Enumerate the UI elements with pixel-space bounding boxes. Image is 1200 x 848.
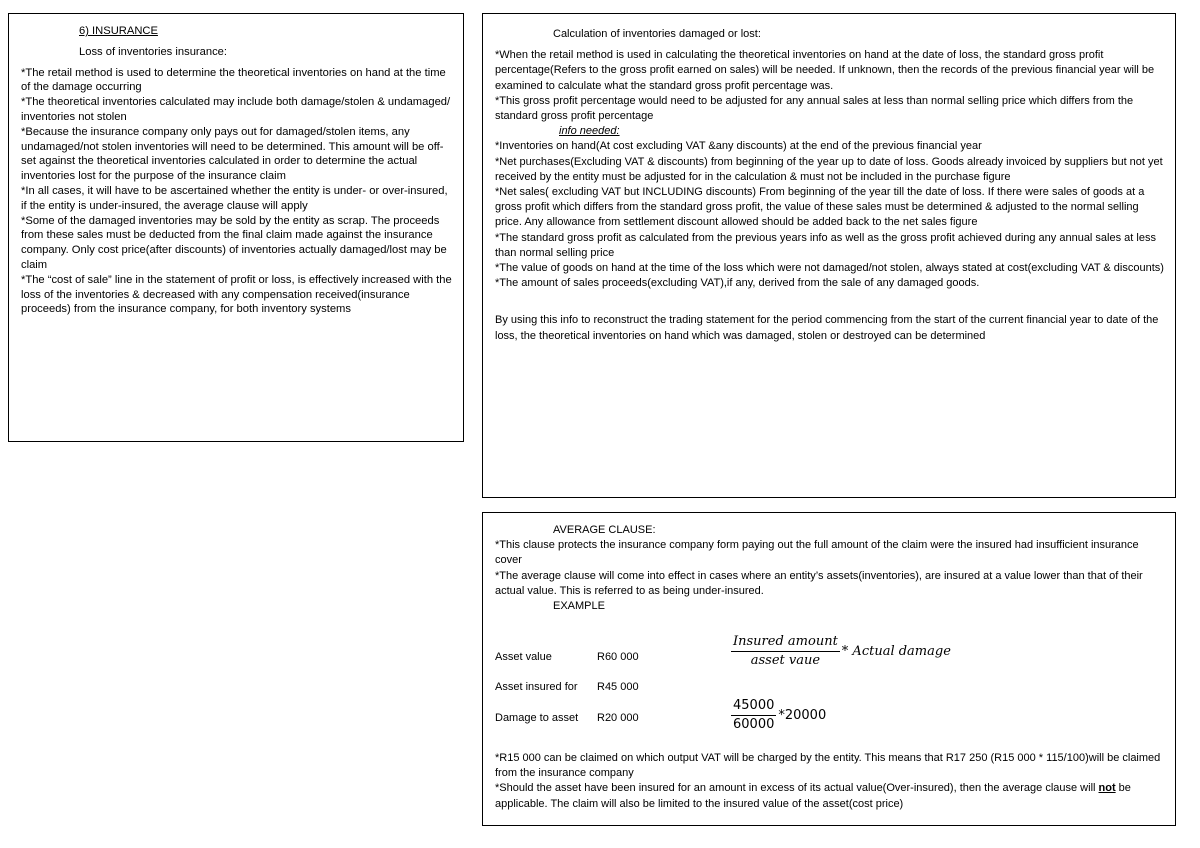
example-row-value: R45 000 [597,681,639,693]
formula-denominator: asset vaue [750,653,821,668]
calc-tail: *20000 [778,707,827,723]
insurance-paragraph: *The retail method is used to determine the theoretical inventories on hand at the time of the damage occurring [21,66,446,94]
info-item: *Inventories on hand(At cost excluding VAT &any discounts) at the end of the previous financial year [495,140,982,153]
average-clause-formula [731,633,951,670]
average-clause-paragraph: *The average clause will come into effect in cases where an entity’s assets(inventories), are insured at a value lower than that of their actual value. This is referred to as being under-insured. [495,569,1143,597]
average-clause-note [495,781,1167,811]
average-clause-box [482,512,1176,826]
example-label: EXAMPLE [553,600,605,613]
info-needed-label: info needed: [559,125,620,138]
insurance-paragraph: *In all cases, it will have to be ascertained whether the entity is under- or over-insured, if the entity is under-insured, the average clause will apply [21,184,448,212]
note-text: be applicable. The claim will also be limited to the insured value of the asset(cost price) [495,782,1131,810]
calculation-title: Calculation of inventories damaged or lost: [553,28,761,40]
example-row-label: Asset value [495,651,552,663]
info-item: *The value of goods on hand at the time of the loss which were not damaged/not stolen, always stated at cost(excluding VAT & discounts) [495,262,1164,275]
calculation-paragraph: *This gross profit percentage would need to be adjusted for any annual sales at less than normal selling price which differs from the standard gross profit percentage [495,94,1134,123]
average-clause-note: *R15 000 can be claimed on which output VAT will be charged by the entity. This means that R17 250 (R15 000 * 115/100)will be claimed from the insurance company [495,752,1161,780]
insurance-paragraph: *The “cost of sale” line in the statement of profit or loss, is effectively increased with the loss of the inventories & decreased with any compensation received(insurance proceeds) from the insurance company, for both inventory systems [21,273,452,316]
calc-numerator: 45000 [731,697,776,716]
calc-denominator: 60000 [733,717,775,732]
info-item: *The standard gross profit as calculated from the previous years info as well as the gross profit achieved during any annual sales at less than normal selling price [495,231,1156,259]
average-clause-title: AVERAGE CLAUSE: [553,524,656,536]
average-clause-calculation [731,697,826,734]
calculation-conclusion: By using this info to reconstruct the trading statement for the period commencing from the start of the current financial year to date of the loss, the theoretical inventories on hand which was damaged, stolen or destroyed can be determined [495,314,1159,342]
insurance-subheading: Loss of inventories insurance: [79,45,228,58]
insurance-box [8,13,464,442]
calculation-paragraph: *When the retail method is used in calculating the theoretical inventories on hand at the date of loss, the standard gross profit percentage(Refers to the gross profit earned on sales) will be needed. If unknown, then the records of the previous financial year will be examined to calculate what the standard gross profit percentage was. [495,49,1155,92]
example-row-label: Damage to asset [495,712,579,724]
note-text: *Should the asset have been insured for an amount in excess of its actual value(Over-insured), then the average clause will [495,782,1099,795]
info-item: *Net purchases(Excluding VAT & discounts) from beginning of the year up to date of loss. Goods already invoiced by suppliers but not yet received by the entity must be adjusted for in the calculation & must not be included in the purchase figure [495,155,1163,183]
info-item: *Net sales( excluding VAT but INCLUDING discounts) From beginning of the year till the date of loss. If there were sales of goods at a gross profit which differs from the standard gross profit, the value of these sales must be determined & adjusted to the normal selling price. Any allowance from settlement discount allowed should be added back to the net sales figure [495,186,1145,229]
insurance-paragraph: *The theoretical inventories calculated may include both damage/stolen & undamaged/ inventories not stolen [21,96,451,123]
insurance-heading: 6) INSURANCE [79,25,158,37]
formula-numerator: Insured amount [731,633,840,652]
example-row [495,650,639,665]
example-row-value: R60 000 [597,651,639,663]
note-not-emphasis: not [1098,782,1116,795]
insurance-paragraph: *Because the insurance company only pays out for damaged/stolen items, any undamaged/not stolen inventories will need to be determined. This amount will be off-set against the theoretical inventories calculated in order to determine the actual inventories lost for the purpose of the insurance claim [21,125,444,183]
average-clause-notes [495,751,1167,812]
average-clause-paragraph: *This clause protects the insurance company form paying out the full amount of the claim were the insured had insufficient insurance cover [495,539,1139,567]
example-row [495,711,639,726]
info-item: *The amount of sales proceeds(excluding VAT),if any, derived from the sale of any damaged goods. [495,277,980,290]
example-row [495,680,639,695]
formula-tail: * Actual damage [841,643,951,659]
example-row-value: R20 000 [597,712,639,724]
calculation-box [482,13,1176,498]
insurance-paragraph: *Some of the damaged inventories may be sold by the entity as scrap. The proceeds from these sales must be deducted from the final claim made against the insurance company. Only cost price(after discounts) of inventories actually damaged/lost may be claim [21,214,447,271]
example-row-label: Asset insured for [495,681,578,693]
